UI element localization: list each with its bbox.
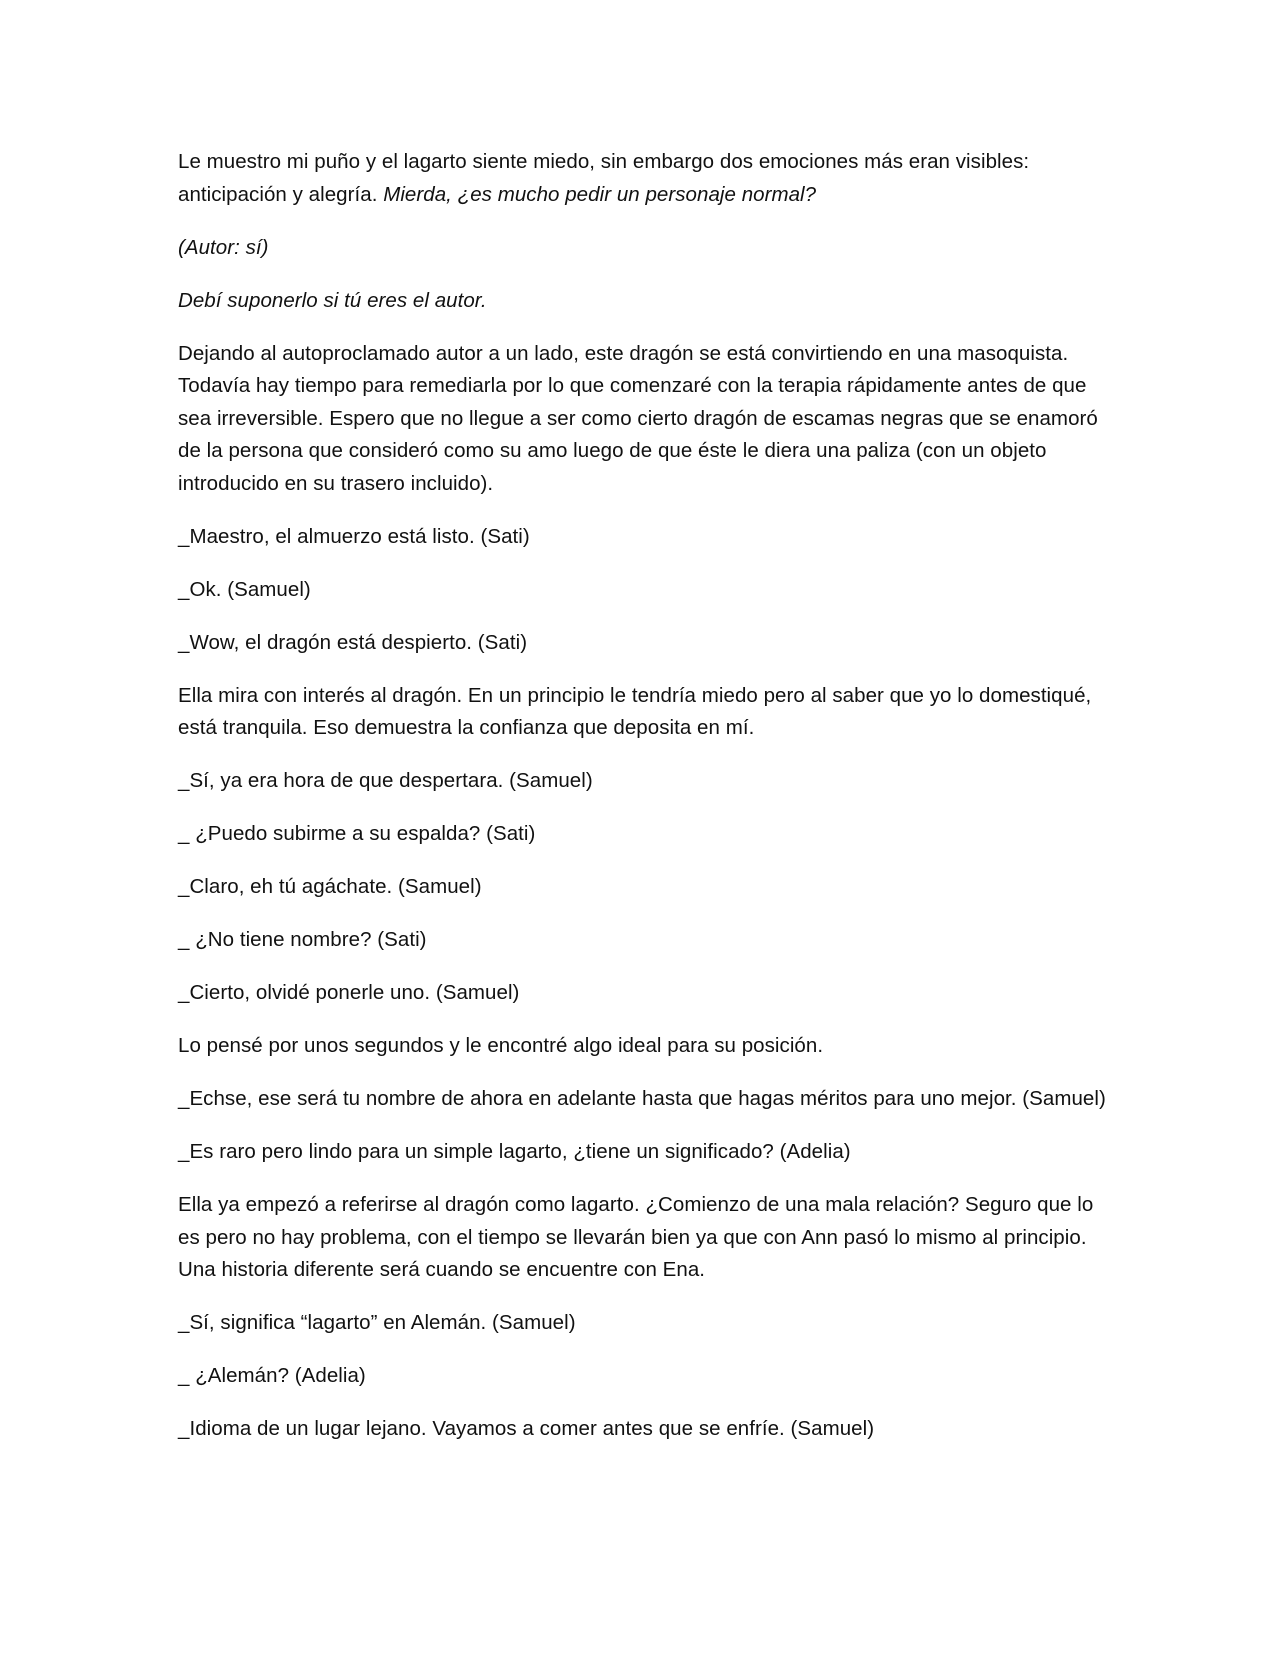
dialogue-line: _Cierto, olvidé ponerle uno. (Samuel) [178,981,520,1004]
dialogue-line: _Claro, eh tú agáchate. (Samuel) [178,875,482,898]
dialogue-line: _Echse, ese será tu nombre de ahora en adelante hasta que hagas méritos para uno mejor. (Samuel) [178,1087,1106,1110]
dialogue-line: _ ¿Puedo subirme a su espalda? (Sati) [178,822,536,845]
paragraph-author-note: (Autor: sí) [178,235,269,259]
dialogue-line: _Idioma de un lugar lejano. Vayamos a comer antes que se enfríe. (Samuel) [178,1417,875,1440]
dialogue-line: _Wow, el dragón está despierto. (Sati) [178,630,528,654]
dialogue-line: _ ¿Alemán? (Adelia) [178,1364,366,1387]
paragraph-narration [178,146,1108,211]
paragraph-narration: Ella ya empezó a referirse al dragón como lagarto. ¿Comienzo de una mala relación? Seguro que lo es pero no hay problema, con el tiempo se llevarán bien ya que con Ann pasó lo mismo al principio. Una historia diferente será cuando se encuentre con Ena. [178,1193,1094,1281]
paragraph-narration: Ella mira con interés al dragón. En un principio le tendría miedo pero al saber que yo lo domestiqué, está tranquila. Eso demuestra la confianza que deposita en mí. [178,683,1092,739]
paragraph-thought: Debí suponerlo si tú eres el autor. [178,288,487,312]
dialogue-line: _Sí, significa “lagarto” en Alemán. (Samuel) [178,1311,576,1334]
paragraph-italic-thought: Mierda, ¿es mucho pedir un personaje normal? [383,182,817,206]
document-body [178,146,1108,1466]
paragraph-narration: Dejando al autoproclamado autor a un lado, este dragón se está convirtiendo en una masoquista. Todavía hay tiempo para remediarla por lo que comenzaré con la terapia rápidamente antes de que sea irreversible. Espero que no llegue a ser como cierto dragón de escamas negras que se enamoró de la persona que consideró como su amo luego de que éste le diera una paliza (con un objeto introducido en su trasero incluido). [178,341,1098,495]
dialogue-line: _Ok. (Samuel) [178,577,311,601]
paragraph-narration: Lo pensé por unos segundos y le encontré algo ideal para su posición. [178,1034,824,1057]
dialogue-line: _ ¿No tiene nombre? (Sati) [178,928,427,951]
dialogue-line: _Es raro pero lindo para un simple lagarto, ¿tiene un significado? (Adelia) [178,1140,851,1163]
paragraph-text: Le muestro mi puño y el lagarto siente miedo, sin embargo dos emociones más eran visibles: anticipación y alegría. [178,150,1030,206]
dialogue-line: _Sí, ya era hora de que despertara. (Samuel) [178,769,593,792]
dialogue-line: _Maestro, el almuerzo está listo. (Sati) [178,524,530,548]
